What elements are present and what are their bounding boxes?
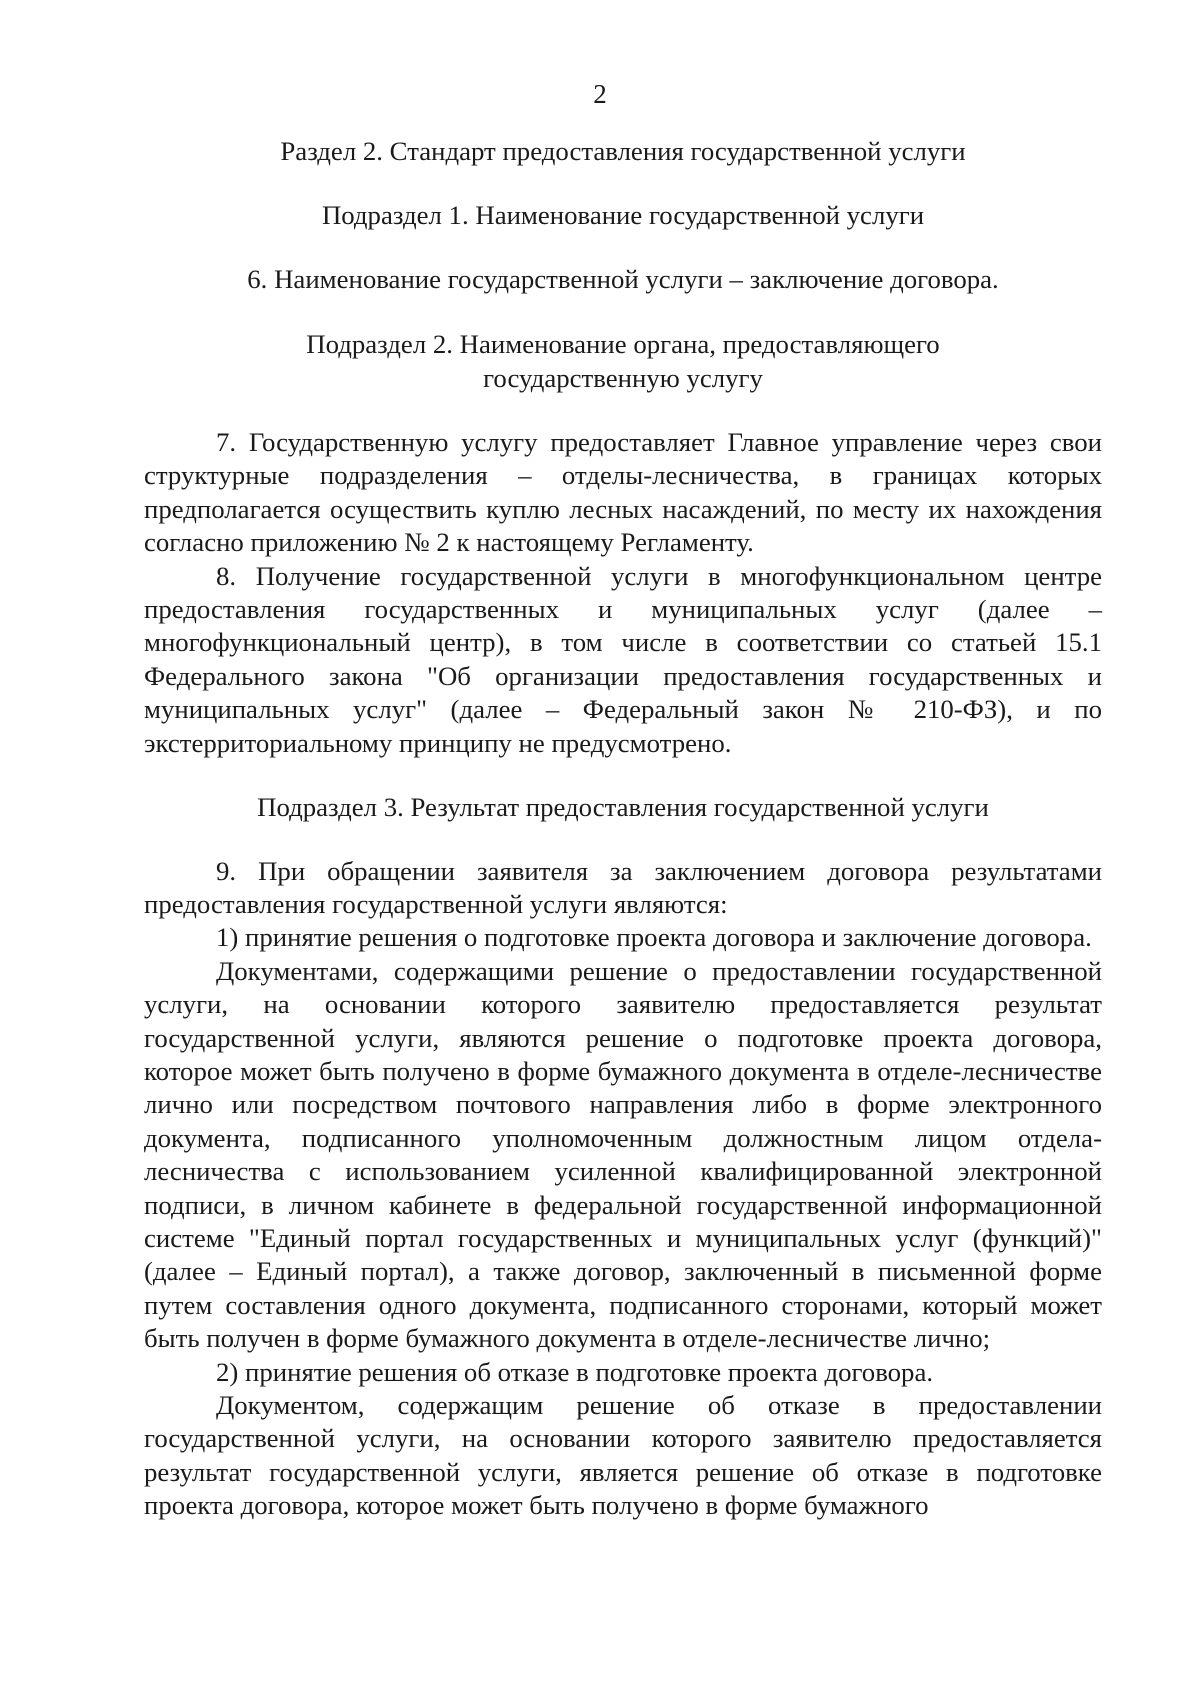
item-6-paragraph: 6. Наименование государственной услуги – заключение договора. xyxy=(247,263,999,294)
subsection-2-title-line-2: государственную услугу xyxy=(483,362,763,393)
item-9-documents-paragraph-2: Документом, содержащим решение об отказе в предоставлении государственной услуги, на основании которого заявителю предоставляется результат государственной услуги, является решение об отказе в подготовке проекта договора, которое может быть получено в форме бумажного xyxy=(144,1390,1102,1521)
subsection-2-title-line-1: Подраздел 2. Наименование органа, предоставляющего xyxy=(306,329,940,360)
item-7-paragraph: 7. Государственную услугу предоставляет Главное управление через свои структурные подразделения – отделы-лесничества, в границах которых предполагается осуществить куплю лесных насаждений, по месту их нахождения согласно приложению № 2 к настоящему Регламенту. xyxy=(144,427,1102,558)
item-9-subitem-1: 1) принятие решения о подготовке проекта договора и заключение договора. xyxy=(216,922,1092,953)
item-8-paragraph: 8. Получение государственной услуги в многофункциональном центре предоставления государственных и муниципальных услуг (далее – многофункциональный центр), в том числе в соответствии со статьей 15.1 Федерального закона "Об организации предоставления государственных и муниципальных услуг" (далее – Федеральный закон № 210-ФЗ), и по экстерриториальному принципу не предусмотрено. xyxy=(144,560,1102,758)
document-body xyxy=(144,135,1102,1523)
page-number: 2 xyxy=(593,79,607,109)
section-title: Раздел 2. Стандарт предоставления государственной услуги xyxy=(280,136,966,166)
subsection-3-title: Подраздел 3. Результат предоставления государственной услуги xyxy=(257,792,989,823)
subsection-2-title xyxy=(144,328,1102,395)
item-9-subitem-2: 2) принятие решения об отказе в подготовке проекта договора. xyxy=(216,1356,934,1387)
item-9-documents-paragraph-1: Документами, содержащими решение о предоставлении государственной услуги, на основании которого заявителю предоставляется результат государственной услуги, являются решение о подготовке проекта договора, которое может быть получено в форме бумажного документа в отделе-лесничестве лично или посредством почтового направления либо в форме электронного документа, подписанного уполномоченным должностным лицом отдела-лесничества с использованием усиленной квалифицированной электронной подписи, в личном кабинете в федеральной государственной информационной системе "Единый портал государственных и муниципальных услуг (функций)" (далее – Единый портал), а также договор, заключенный в письменной форме путем составления одного документа, подписанного сторонами, который может быть получен в форме бумажного документа в отделе-лесничестве лично; xyxy=(144,955,1102,1354)
subsection-1-title: Подраздел 1. Наименование государственной услуги xyxy=(321,200,925,231)
item-9-paragraph: 9. При обращении заявителя за заключением договора результатами предоставления государственной услуги являются: xyxy=(144,855,1102,919)
